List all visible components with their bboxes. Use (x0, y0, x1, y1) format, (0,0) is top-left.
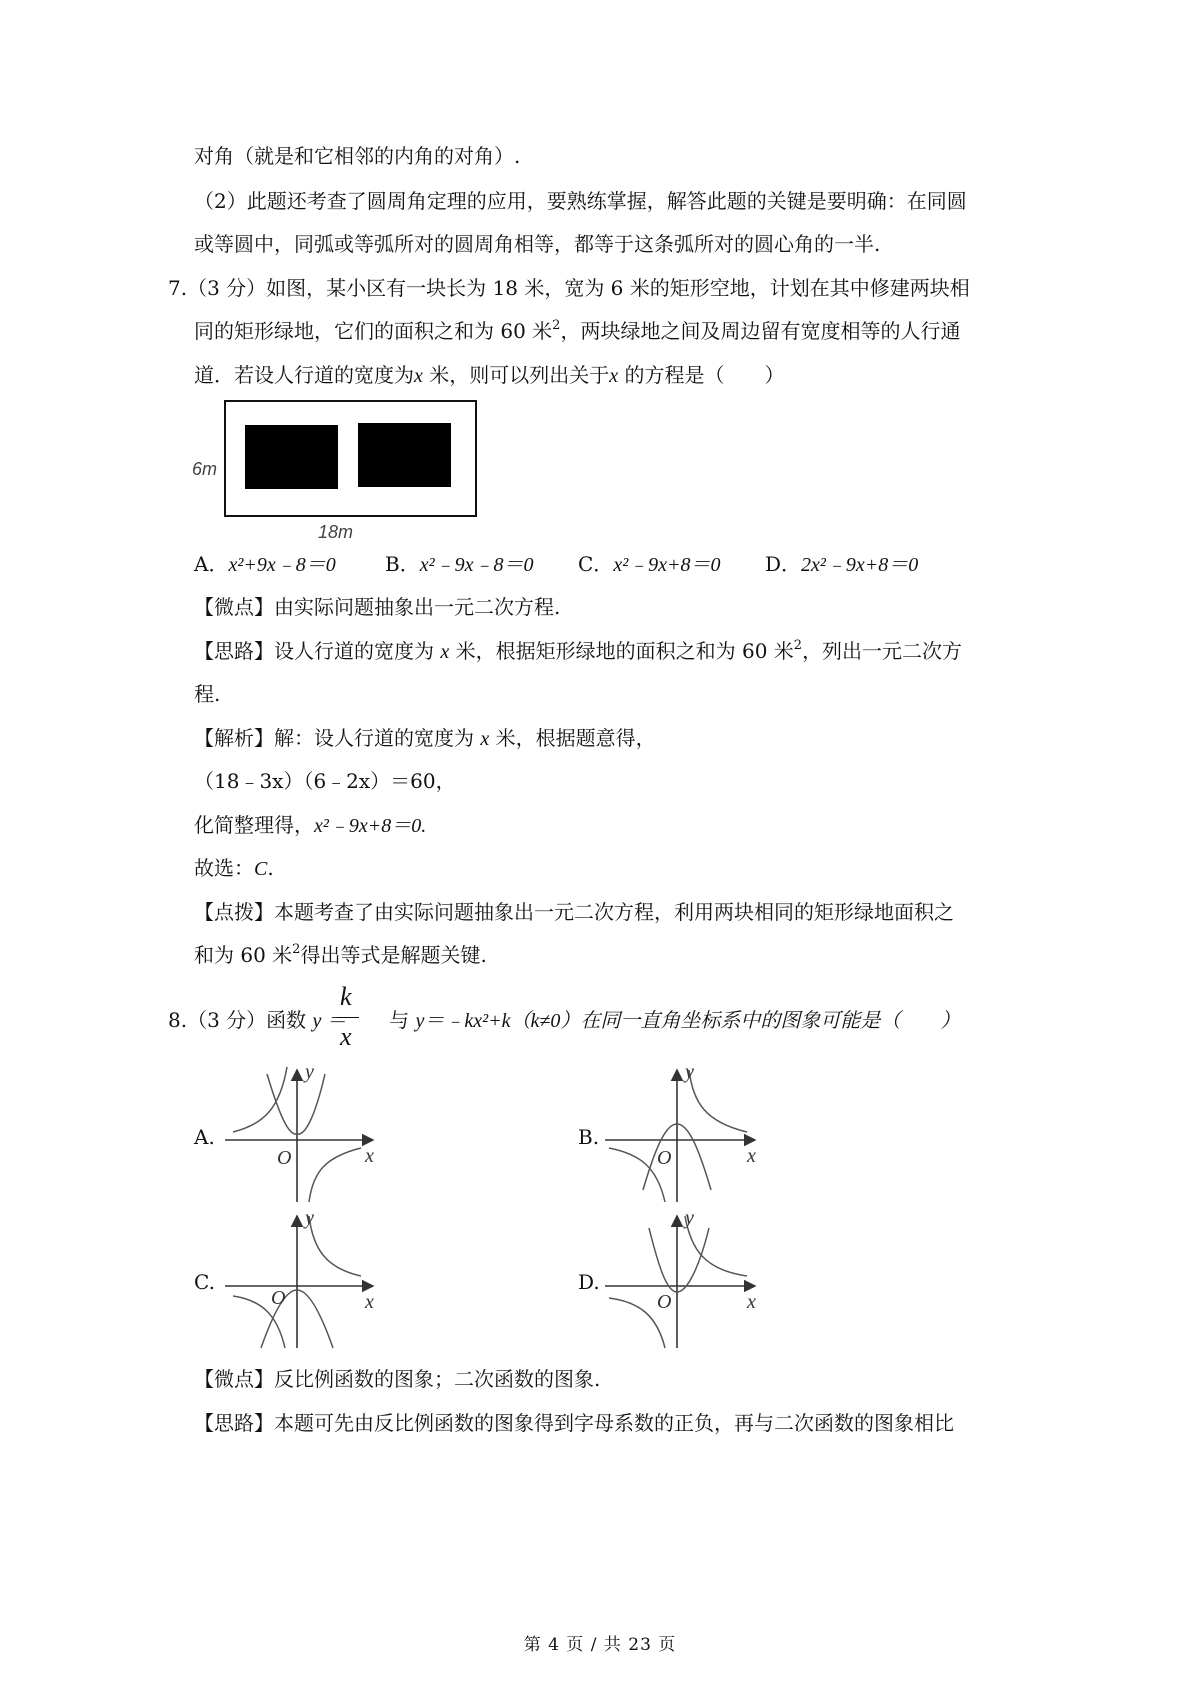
axis-label-x: x (365, 1145, 374, 1167)
green-plot-right (358, 423, 451, 487)
q8-graph-d-label: D. (578, 1270, 600, 1294)
origin-label: O (657, 1147, 672, 1169)
q7-dianbo-line-2: 和为 60 米$^2$得出等式是解题关键. (194, 942, 487, 967)
q7-equation-1: （18﹣3x）（6﹣2x）＝60， (194, 769, 456, 793)
q7-answer: 故选：C. (194, 856, 274, 880)
q7-silu-line-1: 【思路】设人行道的宽度为 x 米，根据矩形绿地的面积之和为 60 米$^2$，列出一元二次方 (194, 638, 963, 663)
q7-stem-line-3: 道．若设人行道的宽度为x 米，则可以列出关于x 的方程是（ ） (194, 363, 785, 387)
q8-stem: 8.（3 分）函数 y ＝ 与 y＝﹣kx²+k（k≠0）在同一直角坐标系中的图象可能是（ ） (168, 1008, 961, 1032)
page-footer: 第 4 页 / 共 23 页 (523, 1635, 677, 1655)
green-plot-left (245, 425, 338, 489)
q7-figure-length-label: 18m (318, 522, 354, 542)
axis-label-x: x (365, 1291, 374, 1313)
q7-option-a: A．x²+9x﹣8＝0 (194, 552, 336, 576)
origin-label: O (271, 1287, 286, 1309)
q8-silu: 【思路】本题可先由反比例函数的图象得到字母系数的正负，再与二次函数的图象相比 (194, 1411, 954, 1435)
q8-graph-d (605, 1208, 765, 1353)
origin-label: O (657, 1291, 672, 1313)
q7-option-b: B．x²﹣9x﹣8＝0 (385, 552, 534, 576)
axis-label-y: y (685, 1208, 694, 1229)
hyperbola-branch-q1 (689, 1070, 747, 1132)
hyperbola-branch-q1 (685, 1216, 747, 1276)
q8-fraction-denominator: x (340, 1022, 352, 1051)
q8-graph-b (605, 1062, 765, 1207)
q8-graph-c (225, 1208, 385, 1353)
axis-label-y: y (305, 1062, 314, 1083)
q7-jiexi: 【解析】解：设人行道的宽度为 x 米，根据题意得， (194, 726, 656, 750)
q8-weidian: 【微点】反比例函数的图象；二次函数的图象. (194, 1367, 601, 1391)
origin-label: O (277, 1147, 292, 1169)
q7-option-d: D．2x²﹣9x+8＝0 (765, 552, 919, 576)
q7-stem-line-1: 7.（3 分）如图，某小区有一块长为 18 米，宽为 6 米的矩形空地，计划在其中修建两块相 (168, 276, 970, 300)
q7-weidian: 【微点】由实际问题抽象出一元二次方程. (194, 595, 561, 619)
hyperbola-branch-q4 (309, 1148, 361, 1202)
q8-fraction-numerator: k (340, 982, 352, 1011)
prev-text-line-2: （2）此题还考查了圆周角定理的应用，要熟练掌握，解答此题的关键是要明确：在同圆 (194, 189, 967, 213)
axis-label-x: x (747, 1145, 756, 1167)
q7-figure-width-label: 6m (192, 459, 218, 479)
axis-label-y: y (305, 1208, 314, 1229)
q7-silu-line-2: 程. (194, 682, 221, 706)
q8-graph-a (225, 1062, 385, 1207)
q8-fraction-bar (337, 1017, 359, 1018)
q7-option-c: C．x²﹣9x+8＝0 (578, 552, 721, 576)
hyperbola-branch-q1 (309, 1216, 361, 1276)
q7-dianbo-line-1: 【点拨】本题考查了由实际问题抽象出一元二次方程，利用两块相同的矩形绿地面积之 (194, 900, 954, 924)
q7-equation-2: 化简整理得，x²﹣9x+8＝0. (194, 813, 427, 837)
parabola (649, 1228, 709, 1292)
q7-stem-line-2: 同的矩形绿地，它们的面积之和为 60 米$^2$，两块绿地之间及周边留有宽度相等的人行通 (194, 318, 961, 343)
hyperbola-branch-q2 (233, 1067, 287, 1132)
prev-text-line-1: 对角（就是和它相邻的内角的对角）. (194, 144, 521, 168)
prev-text-line-3: 或等圆中，同弧或等弧所对的圆周角相等，都等于这条弧所对的圆心角的一半. (194, 232, 881, 256)
axis-label-y: y (685, 1062, 694, 1083)
q8-graph-b-label: B. (578, 1125, 600, 1149)
q8-graph-a-label: A. (194, 1125, 215, 1149)
axis-label-x: x (747, 1291, 756, 1313)
parabola (267, 1074, 325, 1134)
q8-graph-c-label: C. (194, 1270, 215, 1294)
